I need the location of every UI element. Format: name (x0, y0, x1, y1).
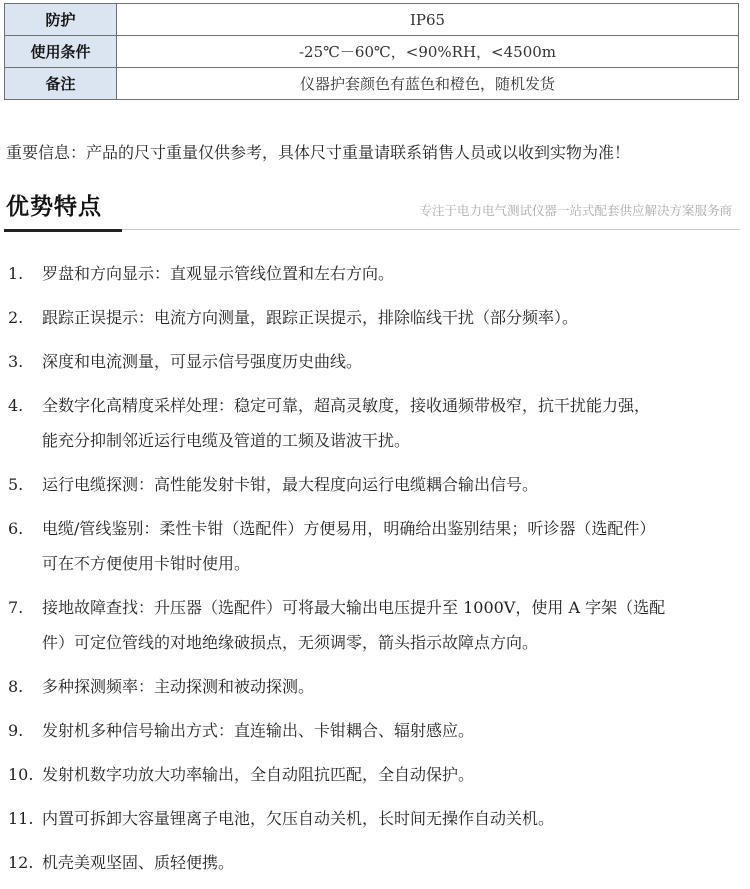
item-text-continued: 可在不方便使用卡钳时使用。 (42, 554, 251, 573)
important-notice: 重要信息：产品的尺寸重量仅供参考，具体尺寸重量请联系销售人员或以收到实物为准！ (6, 143, 631, 162)
item-text: 接地故障查找：升压器（选配件）可将最大输出电压提升至 1000V，使用 A 字架（选配 (42, 598, 666, 617)
item-text: 罗盘和方向显示：直观显示管线位置和左右方向。 (42, 264, 395, 283)
item-text: 深度和电流测量，可显示信号强度历史曲线。 (42, 352, 363, 371)
item-number: 3. (8, 352, 24, 371)
item-number: 5. (8, 475, 24, 494)
section-slogan: 专注于电力电气测试仪器一站式配套供应解决方案服务商 (419, 203, 732, 218)
list-item (0, 757, 745, 792)
feature-list (0, 256, 745, 889)
item-number: 7. (8, 598, 24, 617)
section-divider-accent (4, 229, 122, 232)
item-number: 11. (8, 809, 34, 828)
item-number: 9. (8, 721, 24, 740)
spec-label: 防护 (5, 4, 117, 36)
spec-label: 使用条件 (5, 36, 117, 68)
list-item (0, 344, 745, 379)
list-item (0, 300, 745, 335)
list-item (0, 511, 745, 581)
item-text: 多种探测频率：主动探测和被动探测。 (42, 677, 315, 696)
list-item (0, 388, 745, 458)
item-text: 跟踪正误提示：电流方向测量，跟踪正误提示，排除临线干扰（部分频率）。 (42, 308, 579, 327)
list-item (0, 590, 745, 660)
list-item (0, 801, 745, 836)
list-item (0, 256, 745, 291)
item-text: 发射机多种信号输出方式：直连输出、卡钳耦合、辐射感应。 (42, 721, 475, 740)
spec-value: -25℃－60℃，<90%RH，<4500m (117, 36, 739, 68)
item-number: 6. (8, 519, 24, 538)
spec-value: IP65 (117, 4, 739, 36)
item-text: 机壳美观坚固、质轻便携。 (42, 853, 235, 872)
item-number: 4. (8, 396, 24, 415)
item-text: 运行电缆探测：高性能发射卡钳，最大程度向运行电缆耦合输出信号。 (42, 475, 539, 494)
spec-row-protection (5, 4, 739, 36)
spec-row-remarks (5, 68, 739, 100)
item-number: 1. (8, 264, 24, 283)
item-text: 电缆/管线鉴别：柔性卡钳（选配件）方便易用，明确给出鉴别结果；听诊器（选配件） (42, 519, 656, 538)
item-number: 8. (8, 677, 24, 696)
item-text-continued: 件）可定位管线的对地绝缘破损点，无须调零，箭头指示故障点方向。 (42, 633, 539, 652)
item-text: 全数字化高精度采样处理：稳定可靠，超高灵敏度，接收通频带极窄，抗干扰能力强， (42, 396, 651, 415)
item-number: 10. (8, 765, 34, 784)
item-text: 内置可拆卸大容量锂离子电池，欠压自动关机，长时间无操作自动关机。 (42, 809, 555, 828)
spec-table (4, 3, 739, 100)
list-item (0, 467, 745, 502)
item-number: 12. (8, 853, 34, 872)
section-title: 优势特点 (6, 194, 102, 220)
item-text: 发射机数字功放大功率输出，全自动阻抗匹配，全自动保护。 (42, 765, 475, 784)
list-item (0, 669, 745, 704)
list-item (0, 845, 745, 880)
item-number: 2. (8, 308, 24, 327)
spec-value: 仪器护套颜色有蓝色和橙色，随机发货 (117, 68, 739, 100)
spec-label: 备注 (5, 68, 117, 100)
item-text-continued: 能充分抑制邻近运行电缆及管道的工频及谐波干扰。 (42, 431, 411, 450)
spec-row-conditions (5, 36, 739, 68)
list-item (0, 713, 745, 748)
